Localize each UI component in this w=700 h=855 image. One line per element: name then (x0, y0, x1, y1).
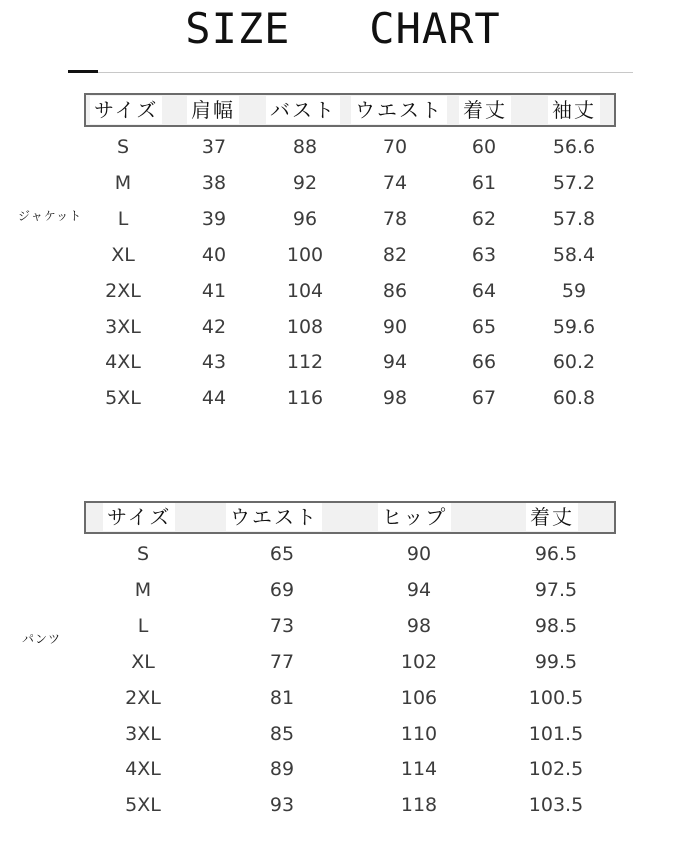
jacket-cell: 88 (292, 136, 318, 158)
jacket-cell: 59 (561, 279, 587, 302)
jacket-cell: 57.8 (552, 207, 596, 230)
pants-cell: 90 (406, 543, 432, 565)
pants-section-label: パンツ (22, 632, 62, 646)
jacket-cell: 90 (382, 315, 408, 338)
pants-cell: 96.5 (534, 543, 578, 565)
page-title: SIZE CHART (185, 4, 501, 53)
pants-cell: 65 (269, 543, 295, 565)
jacket-cell: 43 (201, 351, 227, 374)
jacket-header-2: バスト (266, 96, 340, 124)
jacket-cell: 59.6 (552, 315, 596, 338)
pants-cell: 69 (269, 578, 295, 601)
jacket-cell: 94 (382, 351, 408, 374)
pants-cell: 100.5 (528, 686, 584, 709)
pants-cell: M (134, 578, 152, 601)
pants-cell: 77 (269, 650, 295, 673)
jacket-cell: 86 (382, 279, 408, 302)
pants-cell: 98.5 (534, 614, 578, 637)
jacket-cell: 60 (471, 136, 497, 158)
pants-cell: 106 (400, 686, 438, 709)
jacket-cell: 65 (471, 315, 497, 338)
jacket-cell: 40 (201, 243, 227, 266)
jacket-header-4: 着丈 (459, 96, 511, 124)
jacket-cell: 108 (286, 315, 324, 338)
pants-cell: 102.5 (528, 758, 584, 781)
jacket-header-3: ウエスト (351, 96, 447, 124)
jacket-cell: 92 (292, 171, 318, 194)
pants-header-2: ヒップ (378, 503, 451, 531)
jacket-cell: S (116, 136, 130, 158)
jacket-cell: 44 (201, 387, 227, 410)
jacket-cell: 5XL (105, 387, 141, 410)
jacket-cell: 112 (286, 351, 324, 374)
jacket-cell: 2XL (105, 279, 141, 302)
jacket-cell: 38 (201, 171, 227, 194)
pants-cell: 81 (269, 686, 295, 709)
jacket-cell: 70 (382, 136, 408, 158)
jacket-cell: 66 (471, 351, 497, 374)
pants-cell: 118 (400, 794, 438, 817)
jacket-cell: 60.8 (552, 387, 596, 410)
jacket-cell: L (117, 207, 129, 230)
jacket-cell: 56.6 (552, 136, 596, 158)
pants-header-0: サイズ (103, 503, 175, 531)
jacket-cell: 58.4 (552, 243, 596, 266)
pants-cell: 93 (269, 794, 295, 817)
jacket-cell: 57.2 (552, 171, 596, 194)
jacket-cell: 41 (201, 279, 227, 302)
pants-cell: S (136, 543, 150, 565)
jacket-cell: M (114, 171, 132, 194)
pants-cell: 5XL (125, 794, 161, 817)
pants-cell: 103.5 (528, 794, 584, 817)
pants-cell: 114 (400, 758, 438, 781)
pants-cell: 98 (406, 614, 432, 637)
pants-header-1: ウエスト (226, 503, 322, 531)
jacket-cell: 100 (286, 243, 324, 266)
pants-cell: 99.5 (534, 650, 578, 673)
pants-cell: 73 (269, 614, 295, 637)
jacket-cell: 3XL (105, 315, 141, 338)
jacket-cell: 42 (201, 315, 227, 338)
pants-cell: 4XL (125, 758, 161, 781)
jacket-header-row (84, 93, 616, 127)
jacket-cell: 82 (382, 243, 408, 266)
jacket-cell: 39 (201, 207, 227, 230)
jacket-cell: 104 (286, 279, 324, 302)
pants-cell: XL (131, 650, 155, 673)
pants-cell: 3XL (125, 722, 161, 745)
pants-cell: L (137, 614, 149, 637)
jacket-cell: 116 (286, 387, 324, 410)
pants-cell: 102 (400, 650, 438, 673)
jacket-cell: 96 (292, 207, 318, 230)
pants-cell: 101.5 (528, 722, 584, 745)
jacket-cell: 67 (471, 387, 497, 410)
jacket-header-5: 袖丈 (548, 96, 600, 124)
jacket-cell: 98 (382, 387, 408, 410)
title-divider (68, 72, 633, 73)
pants-cell: 89 (269, 758, 295, 781)
jacket-cell: 4XL (105, 351, 141, 374)
title-accent-bar (68, 70, 98, 73)
jacket-cell: XL (111, 243, 135, 266)
jacket-cell: 64 (471, 279, 497, 302)
jacket-header-0: サイズ (90, 96, 162, 124)
jacket-cell: 61 (471, 171, 497, 194)
jacket-cell: 60.2 (552, 351, 596, 374)
jacket-section-label: ジャケット (18, 209, 83, 223)
jacket-cell: 78 (382, 207, 408, 230)
pants-cell: 94 (406, 578, 432, 601)
jacket-cell: 74 (382, 171, 408, 194)
pants-cell: 85 (269, 722, 295, 745)
jacket-cell: 63 (471, 243, 497, 266)
pants-cell: 2XL (125, 686, 161, 709)
jacket-header-1: 肩幅 (187, 96, 239, 124)
pants-header-3: 着丈 (526, 503, 578, 531)
jacket-cell: 62 (471, 207, 497, 230)
pants-cell: 110 (400, 722, 438, 745)
pants-cell: 97.5 (534, 578, 578, 601)
jacket-cell: 37 (201, 136, 227, 158)
